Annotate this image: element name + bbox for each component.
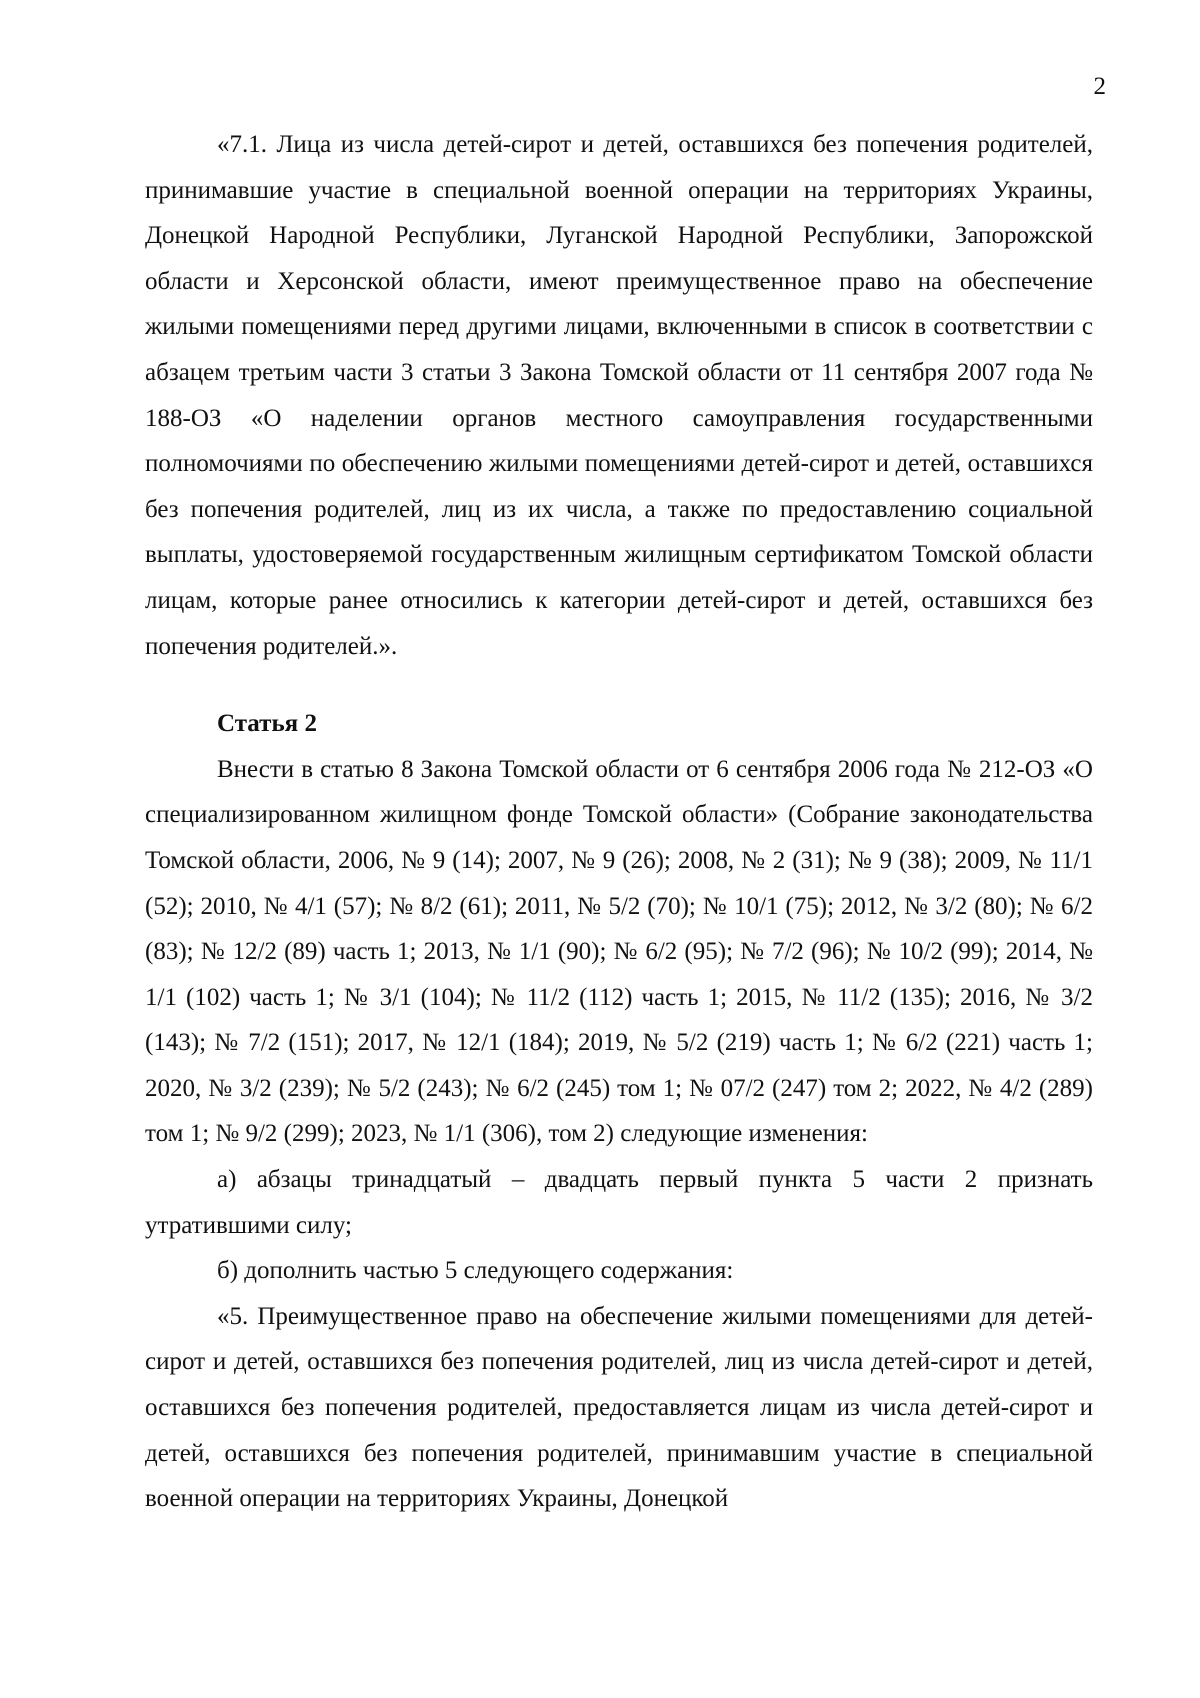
paragraph-item-a: а) абзацы тринадцатый – двадцать первый пункта 5 части 2 признать утратившими силу; bbox=[145, 1166, 1093, 1239]
article-heading: Статья 2 bbox=[217, 710, 317, 738]
paragraph-amendment-intro: Внести в статью 8 Закона Томской области от 6 сентября 2006 года № 212-ОЗ «О специализированном жилищном фонде Томской области» (Собрание законодательства Томской области, 2006, № 9 (14); 2007, № 9 (26); 2008, № 2 (31); № 9 (38); 2009, № 11/1 (52); 2010, № 4/1 (57); № 8/2 (61); 2011, № 5/2 (70); № 10/1 (75); 2012, № 3/2 (80); № 6/2 (83); № 12/2 (89) часть 1; 2013, № 1/1 (90); № 6/2 (95); № 7/2 (96); № 10/2 (99); 2014, № 1/1 (102) часть 1; № 3/1 (104); № 11/2 (112) часть 1; 2015, № 11/2 (135); 2016, № 3/2 (143); № 7/2 (151); 2017, № 12/1 (184); 2019, № 5/2 (219) часть 1; № 6/2 (221) часть 1; 2020, № 3/2 (239); № 5/2 (243); № 6/2 (245) том 1; № 07/2 (247) том 2; 2022, № 4/2 (289) том 1; № 9/2 (299); 2023, № 1/1 (306), том 2) следующие изменения: bbox=[145, 755, 1093, 1148]
page-number: 2 bbox=[1093, 73, 1106, 100]
paragraph-7-1: «7.1. Лица из числа детей-сирот и детей, оставшихся без попечения родителей, принимавшие участие в специальной военной операции на территориях Украины, Донецкой Народной Республики, Луганской Народной Республики, Запорожской области и Херсонской области, имеют преимущественное право на обеспечение жилыми помещениями перед другими лицами, включенными в список в соответствии с абзацем третьим части 3 статьи 3 Закона Томской области от 11 сентября 2007 года № 188-ОЗ «О наделении органов местного самоуправления государственными полномочиями по обеспечению жилыми помещениями детей-сирот и детей, оставшихся без попечения родителей, лиц из их числа, а также по предоставлению социальной выплаты, удостоверяемой государственным жилищным сертификатом Томской области лицам, которые ранее относились к категории детей-сирот и детей, оставшихся без попечения родителей.». bbox=[145, 131, 1093, 660]
document-body bbox=[145, 122, 1093, 1522]
paragraph-part-5: «5. Преимущественное право на обеспечение жилыми помещениями для детей-сирот и детей, оставшихся без попечения родителей, лиц из числа детей-сирот и детей, оставшихся без попечения родителей, предоставляется лицам из числа детей-сирот и детей, оставшихся без попечения родителей, принимавшим участие в специальной военной операции на территориях Украины, Донецкой bbox=[145, 1302, 1093, 1513]
paragraph-item-b: б) дополнить частью 5 следующего содержания: bbox=[217, 1257, 734, 1285]
